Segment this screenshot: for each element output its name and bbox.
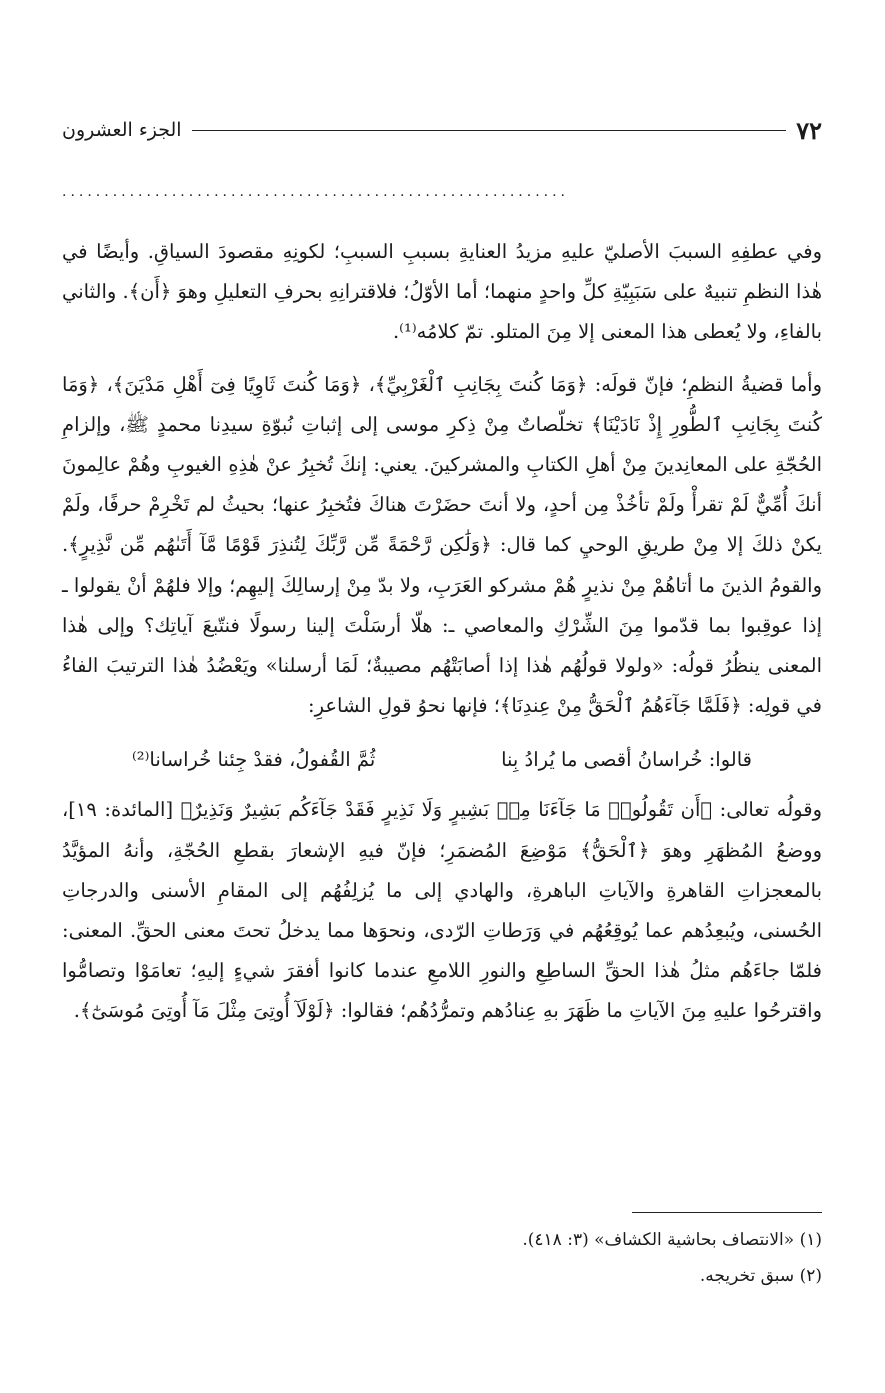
paragraph: وفي عطفِهِ السببَ الأصليّ عليهِ مزيدُ العنايةِ بسببِ السببِ؛ لكونِهِ مقصودَ السياقِ. وأيضًا في هٰذا النظمِ تنبيهٌ على سَبَبِيّةِ كلِّ واحدٍ منهما؛ أما الأوّلُ؛ فلاقترانِهِ بحرفِ التعليلِ وهوَ ﴿أَن﴾. والثاني بالفاءِ، ولا يُعطى هذا المعنى إلا مِنَ المتلو. تمّ كلامُه⁽¹⁾. <box>62 240 822 344</box>
paragraph: وقولُه تعالى: ﴿أَن تَقُولُوا۟ مَا جَآءَنَا مِنۢ بَشِيرٍ وَلَا نَذِيرٍ فَقَدْ جَآءَكُم بَشِيرٌ وَنَذِيرٌ﴾ [المائدة: ١٩]، ووضعُ المُظهَرِ وهوَ ﴿ٱلْحَقُّ﴾ مَوْضِعَ المُضمَرِ؛ فإنّ فيهِ الإشعارَ بقطعِ الحُجّةِ، وأنهُ المؤيَّدُ بالمعجزاتِ القاهرةِ والآياتِ الباهرةِ، والهادي إلى ما يُزلِفُهُم إلى المقامِ الأسنى والدرجاتِ الحُسنى، ويُبعِدُهم عما يُوقِعُهُم في وَرَطاتِ الرّدى، ونحوَها مما يدخلُ تحتَ معنى الحقِّ. المعنى: فلمّا جاءَهُم مثلُ هٰذا الحقِّ الساطِعِ والنورِ اللامعِ عندما كانوا أفقرَ شيءٍ إليهِ؛ تعامَوْا وتصامُّوا واقترحُوا عليهِ مِنَ الآياتِ ما ظَهَرَ بهِ عِنادُهم وتمرُّدُهُم؛ فقالوا: ﴿لَوْلَآ أُوتِىَ مِثْلَ مَآ أُوتِىَ مُوسَىٰٓ﴾. <box>62 798 822 1023</box>
verse-second-hemistich: ثُمَّ القُفولُ، فقدْ جِئنا خُراسانا⁽²⁾ <box>132 748 376 772</box>
poetry-verse <box>132 740 752 780</box>
footnotes <box>62 1222 822 1294</box>
verse-first-hemistich: قالوا: خُراسانُ أقصى ما يُرادُ بِنا <box>501 748 752 772</box>
header-rule <box>192 130 787 131</box>
page-number: ٧٢ <box>796 115 822 145</box>
paragraph: وأما قضيةُ النظمِ؛ فإنّ قولَه: ﴿وَمَا كُنتَ بِجَانِبِ ٱلْغَرْبِيِّ﴾، ﴿وَمَا كُنتَ ثَاوِيًا فِىٓ أَهْلِ مَدْيَنَ﴾، ﴿وَمَا كُنتَ بِجَانِبِ ٱلطُّورِ إِذْ نَادَيْنَا﴾ تخلّصاتٌ مِنْ ذِكرِ موسى إلى إثباتِ نُبوّةِ سيدِنا محمدٍ ﷺ، وإلزامِ الحُجّةِ على المعانِدينَ مِنْ أهلِ الكتابِ والمشركينَ. يعني: إنكَ تُخبِرُ عنْ هٰذِهِ الغيوبِ وهُمْ عالِمونَ أنكَ أُمِّيٌّ لَمْ تقرأْ ولَمْ تأخُذْ مِن أحدٍ، ولا أنتَ حضَرْتَ هناكَ فتُخبِرُ عنها؛ بحيثُ لم تَخْرِمْ حرفًا، ولَمْ يكنْ ذلكَ إلا مِنْ طريقِ الوحيِ كما قال: ﴿وَلَٰكِن رَّحْمَةً مِّن رَّبِّكَ لِتُنذِرَ قَوْمًا مَّآ أَتَىٰهُم مِّن نَّذِيرٍ﴾. والقومُ الذينَ ما أتاهُمْ مِنْ نذيرٍ هُمْ مشركو العَرَبِ، ولا بدّ مِنْ إرسالِكَ إليهِم؛ وإلا فلهُمْ أنْ يقولوا ـ إذا عوقِبوا بما قدّموا مِنَ الشِّرْكِ والمعاصي ـ: هلّا أرسَلْتَ إلينا رسولًا فنتّبعَ آياتِك؟ وإلى هٰذا المعنى ينظُرُ قولُه: «ولولا قولُهُم هٰذا إذا أصابَتْهُم مصيبةٌ؛ لَمَا أرسلنا» ويَعْضُدُ هٰذا الترتيبَ الفاءُ في قولِه: ﴿فَلَمَّا جَآءَهُمُ ٱلْحَقُّ مِنْ عِندِنَا﴾؛ فإنها نحوُ قولِ الشاعرِ: <box>62 372 822 718</box>
main-text <box>62 232 822 1032</box>
dotted-separator: ............................................................ <box>62 184 570 200</box>
footnote-separator <box>632 1212 822 1213</box>
running-title: الجزء العشرون <box>62 119 182 141</box>
page-header <box>62 110 822 150</box>
footnote: (١) «الانتصاف بحاشية الكشاف» (٣: ٤١٨). <box>522 1230 822 1250</box>
footnote: (٢) سبق تخريجه. <box>699 1266 822 1286</box>
